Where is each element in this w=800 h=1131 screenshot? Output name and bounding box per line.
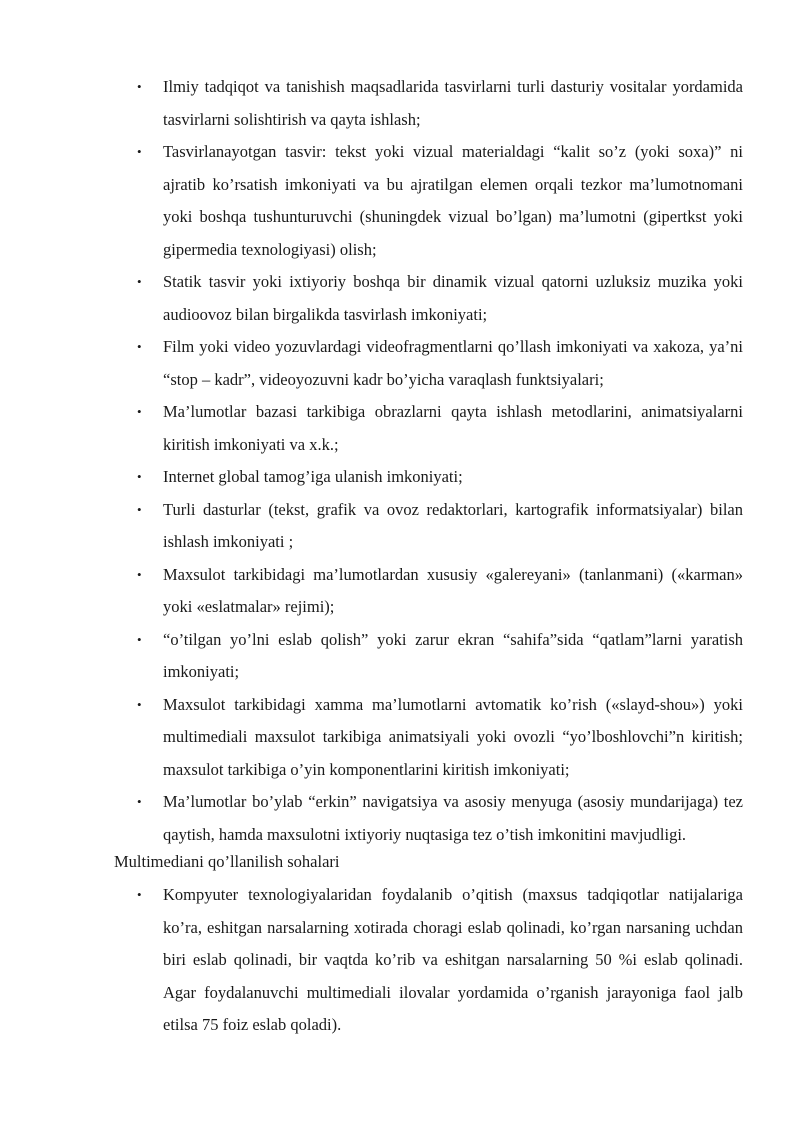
bullet-icon: • [137, 79, 142, 94]
application-areas-list [0, 879, 743, 1042]
bullet-icon: • [137, 566, 142, 582]
list-item-text: Ma’lumotlar bazasi tarkibiga obrazlarni qayta ishlash metodlarini, animatsiyalarni kiritish imkoniyati va x.k.; [163, 402, 743, 454]
list-item [137, 71, 743, 136]
list-item [137, 266, 743, 331]
list-item [137, 786, 743, 851]
list-item-text: Maxsulot tarkibidagi ma’lumotlardan xususiy «galereyani» (tanlanmani) («karman» yoki «eslatmalar» rejimi); [163, 564, 743, 616]
list-item-text: Maxsulot tarkibidagi xamma ma’lumotlarni avtomatik ko’rish («slayd-shou») yoki multimediali maxsulot tarkibiga animatsiyali yoki ovozli “yo’lboshlovchi”n kiritish; maxsulot tarkibiga o’yin komponentlarini kiritish imkoniyati; [163, 694, 743, 779]
bullet-icon: • [137, 144, 142, 159]
bullet-icon: • [137, 274, 142, 289]
list-item-text: Internet global tamog’iga ulanish imkoniyati; [163, 467, 463, 486]
bullet-icon: • [137, 404, 142, 419]
list-item-text: Statik tasvir yoki ixtiyoriy boshqa bir dinamik vizual qatorni uzluksiz muzika yoki audioovoz bilan birgalikda tasvirlash imkoniyati; [163, 272, 743, 324]
bullet-icon: • [137, 501, 142, 517]
list-item [137, 461, 743, 494]
list-item [137, 494, 743, 559]
list-item-text: “o’tilgan yo’lni eslab qolish” yoki zarur ekran “sahifa”sida “qatlam”larni yaratish imkoniyati; [163, 629, 743, 681]
list-item [137, 879, 743, 1042]
bullet-icon: • [137, 339, 142, 354]
list-item [137, 331, 743, 396]
list-item [137, 624, 743, 689]
list-item [137, 396, 743, 461]
list-item [137, 136, 743, 266]
bullet-icon: • [137, 696, 142, 712]
bullet-icon: • [137, 469, 142, 484]
list-item-text: Ma’lumotlar bo’ylab “erkin” navigatsiya va asosiy menyuga (asosiy mundarijaga) tez qaytish, hamda maxsulotni ixtiyoriy nuqtasiga tez o’tish imkonitini mavjudligi. [163, 792, 743, 844]
list-item-text: Turli dasturlar (tekst, grafik va ovoz redaktorlari, kartografik informatsiyalar) bilan ishlash imkoniyati ; [163, 499, 743, 551]
section-heading: Multimediani qo’llanilish sohalari [114, 852, 340, 871]
list-item-text: Film yoki video yozuvlardagi videofragmentlarni qo’llash imkoniyati va xakoza, ya’ni “stop – kadr”, videoyozuvni kadr bo’yicha varaqlash funktsiyalari; [163, 337, 743, 389]
bullet-icon: • [137, 631, 142, 647]
list-item-text: Ilmiy tadqiqot va tanishish maqsadlarida tasvirlarni turli dasturiy vositalar yordamida tasvirlarni solishtirish va qayta ishlash; [163, 77, 743, 129]
feature-list [0, 71, 743, 851]
list-item [137, 689, 743, 787]
list-item-text: Tasvirlanayotgan tasvir: tekst yoki vizual materialdagi “kalit so’z (yoki soxa)” ni ajratib ko’rsatish imkoniyati va bu ajratilgan elemen orqali tezkor ma’lumotnomani yoki boshqa tushunturuvchi (shuningdek vizual bo’lgan) ma’lumotni (gipertkst yoki gipermedia texnologiyasi) olish; [163, 142, 743, 259]
list-item-text: Kompyuter texnologiyalaridan foydalanib o’qitish (maxsus tadqiqotlar natijalariga ko’ra, eshitgan narsalarning xotirada choragi eslab qolinadi, ko’rgan narsaning uchdan biri eslab qolinadi, bir vaqtda ko’rib va eshitgan narsalarning 50 %i eslab qolinadi. Agar foydalanuvchi multimediali ilovalar yordamida o’rganish jarayoniga faol jalb etilsa 75 foiz eslab qoladi). [163, 885, 743, 1034]
bullet-icon: • [137, 794, 142, 809]
bullet-icon: • [137, 887, 142, 902]
list-item [137, 559, 743, 624]
